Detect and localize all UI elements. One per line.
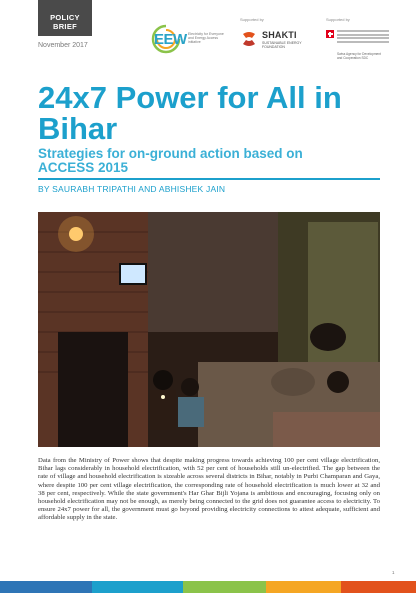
badge-line-2: BRIEF bbox=[53, 22, 77, 31]
supported-by-label: Supported by bbox=[240, 17, 264, 22]
bar-segment-red bbox=[341, 581, 416, 593]
swiss-text-lines bbox=[337, 30, 389, 44]
publication-date: November 2017 bbox=[38, 42, 88, 49]
bar-segment-green bbox=[183, 581, 266, 593]
shakti-emblem-icon bbox=[240, 30, 258, 48]
policy-brief-badge bbox=[38, 0, 92, 36]
eew-logo bbox=[150, 24, 230, 54]
swiss-tagline: Swiss Agency for Development and Cooperation SDC bbox=[337, 52, 381, 60]
shakti-name: SHAKTI bbox=[262, 30, 297, 40]
page-subtitle: Strategies for on-ground action based on ACCESS 2015 bbox=[38, 146, 303, 175]
swiss-flag-icon bbox=[326, 30, 334, 38]
shakti-tagline: SUSTAINABLE ENERGY FOUNDATION bbox=[262, 41, 302, 49]
bar-segment-blue bbox=[0, 581, 92, 593]
title-divider bbox=[38, 178, 380, 180]
authors-byline: BY SAURABH TRIPATHI AND ABHISHEK JAIN bbox=[38, 184, 226, 194]
page-number: 1 bbox=[392, 570, 395, 575]
supported-by-label-2: Supported by bbox=[326, 17, 350, 22]
bar-segment-orange bbox=[266, 581, 341, 593]
intro-paragraph: Data from the Ministry of Power shows that despite making progress towards achieving 100 per cent village electrification, Bihar lags considerably in household electrification, with 52 per cent of households still un-electrified. The gap between the rate of village and household electrification is sizeable across several districts in Bihar, notably in Purbi Champaran and Gaya, where despite 100 per cent village electrification, the corresponding rate of household electrification is much lower at 32 and 38 per cent, respectively. While the state government's Har Ghar Bijli Yojana is ambitious and encouraging, focusing only on household electrification may not be enough, as merely being connected to the grid does not guarantee access to electricity. To ensure 24x7 power for all, the government must go beyond providing electricity connections to attest adequate, sufficient and affordable supply in the state. bbox=[38, 457, 380, 522]
footer-color-bar bbox=[0, 581, 416, 593]
cover-photo bbox=[38, 212, 380, 447]
badge-line-1: POLICY bbox=[50, 13, 80, 22]
eew-logo-text: EEW bbox=[154, 31, 187, 48]
bar-segment-cyan bbox=[92, 581, 184, 593]
eew-tagline: Electricity for Everyone and Energy Access initiative bbox=[188, 32, 224, 45]
page-title: 24x7 Power for All in Bihar bbox=[38, 80, 342, 146]
